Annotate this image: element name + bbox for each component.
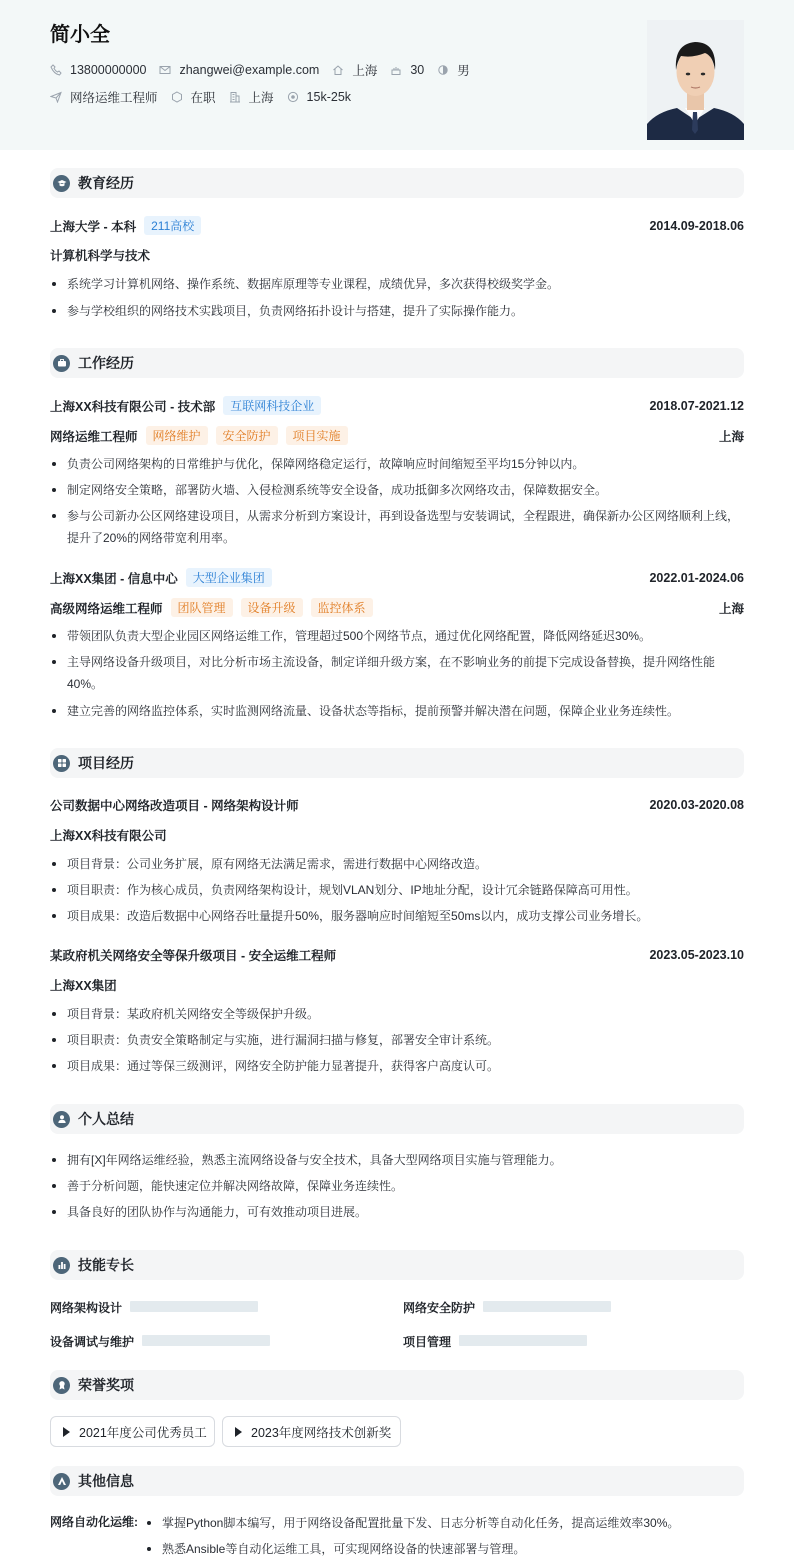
- contact-row: [50, 61, 483, 79]
- skill-name: 网络架构设计: [50, 1301, 123, 1315]
- education-major: 计算机科学与技术: [50, 249, 151, 263]
- email-text: zhangwei@example.com: [179, 63, 320, 77]
- list-item: 掌握Python脚本编写，用于网络设备配置批量下发、日志分析等自动化任务，提高运维效率30%。: [145, 1512, 744, 1534]
- work-date: 2018.07-2021.12: [649, 398, 744, 413]
- section-title-work: 工作经历: [78, 355, 134, 371]
- section-title-honors: 荣誉奖项: [78, 1377, 134, 1393]
- company-tag: 大型企业集团: [186, 568, 272, 587]
- section-title-education: 教育经历: [78, 175, 134, 191]
- project-title: 公司数据中心网络改造项目 - 网络架构设计师: [50, 799, 299, 813]
- section-title-other: 其他信息: [78, 1473, 134, 1489]
- avatar: [647, 20, 744, 140]
- honor-text: 2021年度公司优秀员工: [79, 1425, 207, 1440]
- email-item: [159, 63, 319, 77]
- skill-name: 项目管理: [403, 1335, 452, 1349]
- status-text: 在职: [190, 91, 216, 105]
- role-tag: 设备升级: [241, 598, 303, 617]
- section-other: [50, 1466, 744, 1496]
- work-entry-header: [50, 568, 744, 587]
- company-name: 上海XX科技有限公司 - 技术部: [50, 399, 216, 414]
- work-city: 上海: [718, 429, 744, 444]
- salary-text: 15k-25k: [306, 90, 352, 104]
- work-date: 2022.01-2024.06: [649, 570, 744, 585]
- home-icon: [332, 64, 344, 76]
- section-projects: [50, 748, 744, 778]
- salary-item: [287, 90, 351, 104]
- section-summary: [50, 1104, 744, 1134]
- list-item: 项目成果：通过等保三级测评，网络安全防护能力显著提升，获得客户高度认可。: [50, 1055, 744, 1077]
- briefcase-icon: [53, 355, 70, 372]
- salary-icon: [287, 91, 299, 103]
- target-city-text: 上海: [248, 91, 274, 105]
- project-title: 某政府机关网络安全等保升级项目 - 安全运维工程师: [50, 949, 337, 963]
- hometown-item: [332, 61, 377, 79]
- list-item: 制定网络安全策略，部署防火墙、入侵检测系统等安全设备，成功抵御多次网络攻击，保障数据安全。: [50, 479, 744, 501]
- section-education: [50, 168, 744, 198]
- target-job-item: [50, 88, 158, 106]
- project-entry-header: [50, 946, 744, 964]
- work-entry-header: [50, 396, 744, 415]
- phone-icon: [50, 64, 62, 76]
- grid-icon: [53, 755, 70, 772]
- project-org: 上海XX集团: [50, 979, 117, 993]
- company-tag: 互联网科技企业: [223, 396, 321, 415]
- skill-level-bar: [142, 1335, 270, 1346]
- age-text: 30: [410, 63, 425, 77]
- project-date: 2023.05-2023.10: [649, 948, 744, 962]
- age-item: [390, 63, 424, 77]
- school-tag: 211高校: [144, 216, 201, 235]
- list-item: 善于分析问题，能快速定位并解决网络故障，保障业务连续性。: [50, 1175, 744, 1197]
- list-item: 拥有[X]年网络运维经验，熟悉主流网络设备与安全技术，具备大型网络项目实施与管理能力。: [50, 1149, 744, 1171]
- phone-item: [50, 63, 146, 77]
- candidate-name: 简小全: [50, 24, 110, 46]
- project-date: 2020.03-2020.08: [649, 798, 744, 812]
- graduation-cap-icon: [53, 175, 70, 192]
- send-icon: [50, 91, 62, 103]
- phone-text: 13800000000: [70, 63, 147, 77]
- job-role: 高级网络运维工程师: [50, 601, 163, 616]
- school-degree: 上海大学 - 本科: [50, 219, 137, 234]
- list-item: 项目职责：作为核心成员，负责网络架构设计，规划VLAN划分、IP地址分配，设计冗余链路保障高可用性。: [50, 879, 744, 901]
- hometown-text: 上海: [352, 64, 378, 78]
- section-work: [50, 348, 744, 378]
- skill-level-bar: [459, 1335, 587, 1346]
- section-skills: [50, 1250, 744, 1280]
- role-tag: 监控体系: [311, 598, 373, 617]
- list-item: 负责公司网络架构的日常维护与优化，保障网络稳定运行，故障响应时间缩短至平均15分钟以内。: [50, 453, 744, 475]
- section-title-skills: 技能专长: [78, 1257, 134, 1273]
- profile-photo: [647, 20, 744, 140]
- other-label: 网络自动化运维:: [50, 1515, 138, 1529]
- resume-header: [0, 0, 794, 150]
- gender-icon: [437, 64, 449, 76]
- project-entry-header: [50, 796, 744, 814]
- company-name: 上海XX集团 - 信息中心: [50, 571, 178, 586]
- skill-level-bar: [130, 1301, 258, 1312]
- work-city: 上海: [718, 601, 744, 616]
- project-org: 上海XX科技有限公司: [50, 829, 167, 843]
- list-item: 主导网络设备升级项目，对比分析市场主流设备，制定详细升级方案，在不影响业务的前提下完成设备替换，提升网络性能40%。: [50, 651, 744, 695]
- target-city-item: [229, 88, 274, 106]
- mail-icon: [159, 64, 171, 76]
- skill-level-bar: [483, 1301, 611, 1312]
- list-item: 参与学校组织的网络技术实践项目，负责网络拓扑设计与搭建，提升了实际操作能力。: [50, 300, 744, 322]
- bar-chart-icon: [53, 1257, 70, 1274]
- list-item: 参与公司新办公区网络建设项目，从需求分析到方案设计，再到设备选型与安装调试，全程跟进，确保新办公区网络顺利上线，提升了20%的网络带宽利用率。: [50, 505, 744, 549]
- award-icon: [53, 1377, 70, 1394]
- list-item: 项目成果：改造后数据中心网络吞吐量提升50%，服务器响应时间缩短至50ms以内，成功支撑公司业务增长。: [50, 905, 744, 927]
- skill-name: 设备调试与维护: [50, 1335, 135, 1349]
- skill-name: 网络安全防护: [403, 1301, 476, 1315]
- section-title-projects: 项目经历: [78, 755, 134, 771]
- list-item: 具备良好的团队协作与沟通能力，可有效推动项目进展。: [50, 1201, 744, 1223]
- honor-badge: [222, 1416, 401, 1447]
- section-honors: [50, 1370, 744, 1400]
- gender-item: [437, 61, 470, 79]
- other-info-icon: [53, 1473, 70, 1490]
- target-job-text: 网络运维工程师: [70, 91, 158, 105]
- role-tag: 安全防护: [216, 426, 278, 445]
- list-item: 系统学习计算机网络、操作系统、数据库原理等专业课程，成绩优异，多次获得校级奖学金。: [50, 273, 744, 295]
- building-icon: [229, 91, 241, 103]
- role-tag: 项目实施: [286, 426, 348, 445]
- section-title-summary: 个人总结: [78, 1111, 134, 1127]
- work-role-row: [50, 598, 744, 617]
- honor-text: 2023年度网络技术创新奖: [251, 1425, 392, 1440]
- education-entry-header: [50, 216, 744, 235]
- age-icon: [390, 64, 402, 76]
- gender-text: 男: [457, 64, 470, 78]
- education-date: 2014.09-2018.06: [649, 218, 744, 233]
- role-tag: 网络维护: [146, 426, 208, 445]
- status-item: [171, 88, 216, 106]
- list-item: 项目背景：某政府机关网络安全等级保护升级。: [50, 1003, 744, 1025]
- honor-badge: [50, 1416, 215, 1447]
- play-icon: [63, 1427, 70, 1437]
- job-intent-row: [50, 88, 364, 106]
- user-icon: [53, 1111, 70, 1128]
- play-icon: [235, 1427, 242, 1437]
- list-item: 熟悉Ansible等自动化运维工具，可实现网络设备的快速部署与管理。: [145, 1538, 744, 1560]
- job-role: 网络运维工程师: [50, 429, 138, 444]
- list-item: 建立完善的网络监控体系，实时监测网络流量、设备状态等指标，提前预警并解决潜在问题，保障企业业务连续性。: [50, 700, 744, 722]
- work-role-row: [50, 426, 744, 445]
- status-icon: [171, 91, 183, 103]
- list-item: 带领团队负责大型企业园区网络运维工作，管理超过500个网络节点，通过优化网络配置，降低网络延迟30%。: [50, 625, 744, 647]
- list-item: 项目背景：公司业务扩展，原有网络无法满足需求，需进行数据中心网络改造。: [50, 853, 744, 875]
- list-item: 项目职责：负责安全策略制定与实施，进行漏洞扫描与修复，部署安全审计系统。: [50, 1029, 744, 1051]
- role-tag: 团队管理: [171, 598, 233, 617]
